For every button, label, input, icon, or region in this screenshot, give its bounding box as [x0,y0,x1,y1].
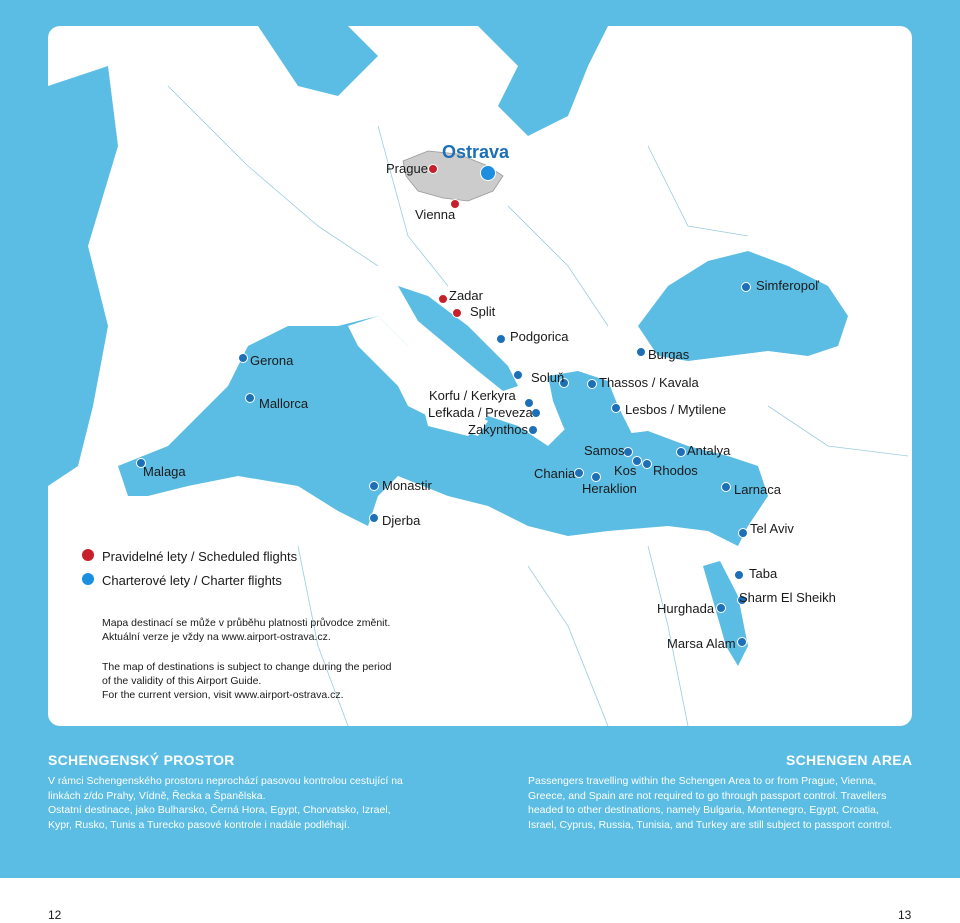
prague-marker [428,164,438,174]
lesbos-marker [611,403,621,413]
city-label-kos: Kos [614,463,637,478]
ostrava-marker [480,165,496,181]
legend-scheduled-dot [82,549,94,561]
schengen-cz-line3: Ostatní destinace, jako Bulharsko, Černá Hora, Egypt, Chorvatsko, Izrael, [48,804,391,816]
city-label-heraklion: Heraklion [582,481,637,496]
korfu-marker [513,370,523,380]
home-city-label: Ostrava [442,142,510,162]
monastir-marker [369,481,379,491]
djerba-marker [369,513,379,523]
legend-charter-label: Charterové lety / Charter flights [102,573,282,588]
legend-scheduled-label: Pravidelné lety / Scheduled flights [102,549,298,564]
zadar-marker [438,294,448,304]
schengen-cz-line1: V rámci Schengenského prostoru neprochází pasovou kontrolou cestující na [48,775,403,787]
city-label-prague: Prague [386,161,428,176]
city-label-simferopol: Simferopoľ [756,278,820,293]
city-label-lesbos: Lesbos / Mytilene [625,402,727,417]
note-en-line1: The map of destinations is subject to change during the period [102,661,392,673]
schengen-en-line2: Greece, and Spain are not required to go through passport control. Travellers [528,789,887,802]
schengen-en-line3: headed to other destinations, namely Bulgaria, Montenegro, Egypt, Croatia, [528,804,879,816]
schengen-cz-body [48,774,403,832]
chania-marker [574,468,584,478]
city-label-antalya: Antalya [687,443,731,458]
legend-charter-dot [82,573,94,585]
sea-north [258,26,378,96]
mallorca-marker [245,393,255,403]
city-label-solun: Soluň [531,370,565,385]
thassos-marker [587,379,597,389]
note-en-line2: of the validity of this Airport Guide. [102,675,262,687]
city-label-gerona: Gerona [250,353,294,368]
city-label-split: Split [470,304,496,319]
note-cz-line2: Aktuální verze je vždy na www.airport-ostrava.cz. [102,631,331,643]
sea-black [638,251,848,361]
hurghada-marker [716,603,726,613]
destination-map [48,26,912,726]
city-label-djerba: Djerba [382,513,421,528]
samos-marker [623,447,633,457]
city-label-podgorica: Podgorica [510,329,569,344]
split-marker [452,308,462,318]
simferopol-marker [741,282,751,292]
schengen-en-line1: Passengers travelling within the Schengen Area to or from Prague, Vienna, [528,775,877,787]
city-label-chania: Chania [534,466,576,481]
page-number-left: 12 [48,908,62,922]
city-label-taba: Taba [749,566,778,581]
gerona-marker [238,353,248,363]
city-label-korfu: Korfu / Kerkyra [429,388,516,403]
city-label-zadar: Zadar [449,288,483,303]
sea-atlantic [48,66,118,486]
schengen-en-line4: Israel, Cyprus, Russia, Tunisia, and Turkey are still subject to passport control. [528,818,893,831]
city-label-marsa: Marsa Alam [667,636,736,651]
city-label-lefkada: Lefkada / Preveza [428,405,533,420]
city-label-mallorca: Mallorca [259,396,309,411]
city-label-zakynthos: Zakynthos [468,422,528,437]
schengen-cz-title: SCHENGENSKÝ PROSTOR [48,752,235,768]
schengen-en-title: SCHENGEN AREA [786,752,913,768]
city-label-telaviv: Tel Aviv [750,521,794,536]
burgas-marker [636,347,646,357]
city-label-thassos: Thassos / Kavala [599,375,699,390]
marsa-marker [737,637,747,647]
telaviv-marker [738,528,748,538]
city-label-monastir: Monastir [382,478,432,493]
podgorica-marker [496,334,506,344]
taba-marker [734,570,744,580]
rhodos-marker [642,459,652,469]
city-label-samos: Samos [584,443,625,458]
city-label-larnaca: Larnaca [734,482,781,497]
note-en-line3: For the current version, visit www.airport-ostrava.cz. [102,689,344,701]
note-cz-line1: Mapa destinací se může v průběhu platnosti průvodce změnit. [102,617,391,629]
page-number-right: 13 [898,908,912,922]
city-label-malaga: Malaga [143,464,186,479]
schengen-cz-line2: linkách z/do Prahy, Vídně, Řecka a Španělska. [48,789,266,802]
city-label-sharm: Sharm El Sheikh [739,590,836,605]
antalya-marker [676,447,686,457]
zakynthos-marker [528,425,538,435]
city-label-rhodos: Rhodos [653,463,698,478]
sea-baltic [478,26,608,136]
larnaca-marker [721,482,731,492]
city-label-vienna: Vienna [415,207,456,222]
city-label-burgas: Burgas [648,347,690,362]
schengen-cz-line4: Kypr, Rusko, Tunis a Turecko pasové kontrole i nadále podléhají. [48,818,350,831]
schengen-en-body [528,774,892,832]
city-label-hurghada: Hurghada [657,601,715,616]
